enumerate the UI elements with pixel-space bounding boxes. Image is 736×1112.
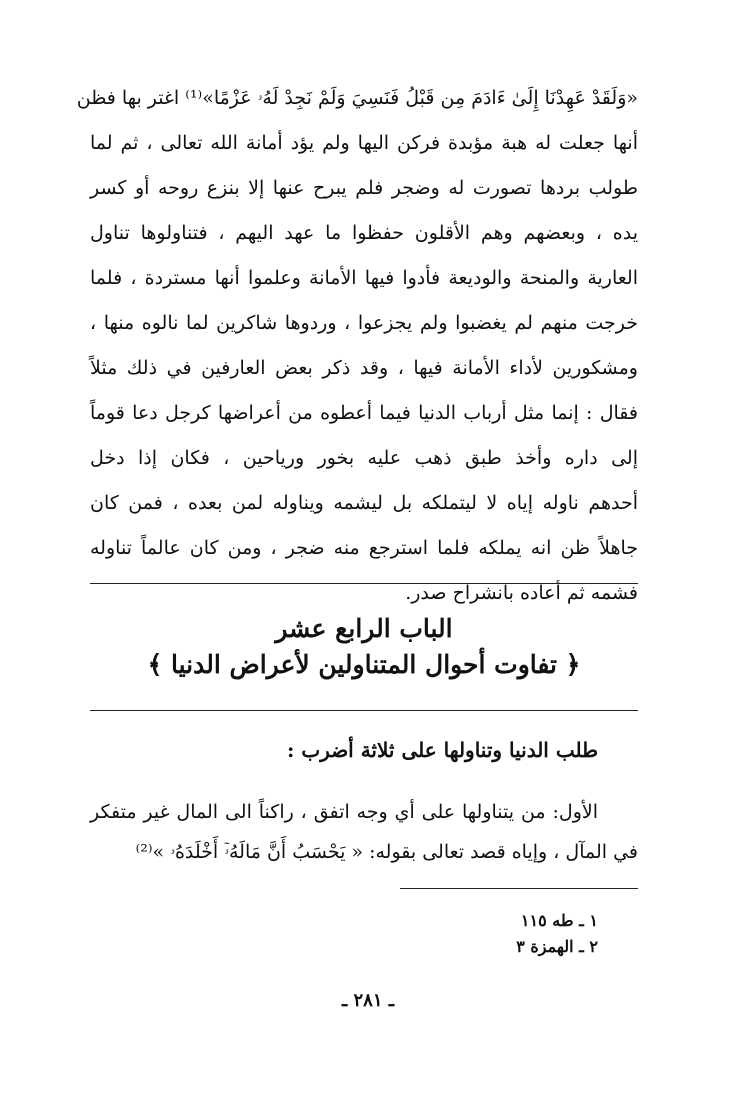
footnotes (516, 908, 598, 960)
body-paragraph (90, 792, 638, 872)
text-line: فشمه ثم أعاده بانشراح صدر. (405, 582, 638, 604)
chapter-title: ﴿ تفاوت أحوال المتناولين لأعراض الدنيا ﴾ (147, 650, 581, 679)
text-line: جاهلاً ظن انه يملكه فلما استرجع منه ضجر ، ومن كان عالماً تناوله (90, 537, 638, 559)
text-line: خرجت منهم لم يغضبوا ولم يجزعوا ، وردوها شاكرين لما نالوه منها ، (90, 312, 638, 334)
subheading: طلب الدنيا وتناولها على ثلاثة أضرب : (286, 738, 598, 762)
text-line: فقال : إنما مثل أرباب الدنيا فيما أعطوه من أعراضها كرجل دعا قوماً (90, 402, 638, 424)
footnote: ٢ ـ الهمزة ٣ (516, 937, 598, 956)
footnote: ١ ـ طه ١١٥ (520, 911, 598, 930)
main-paragraph (76, 76, 638, 616)
text-line: يده ، وبعضهم وهم الأقلون حفظوا ما عهد اليهم ، فتناولوها تناول (90, 222, 638, 244)
chapter-number: الباب الرابع عشر (275, 614, 453, 643)
text-line: ومشكورين لأداء الأمانة فيها ، وقد ذكر بعض العارفين في ذلك مثلاً (90, 357, 638, 379)
page-number: ـ ٢٨١ ـ (341, 990, 395, 1011)
section-divider-top (90, 583, 638, 584)
text-line: طولب بردها تصورت له وضجر فلم يبرح عنها إلا بنزع روحه أو كسر (90, 177, 638, 199)
text-line: إلى داره وأخذ طبق ذهب عليه بخور ورياحين ، فكان إذا دخل (90, 447, 638, 469)
text-line: الأول: من يتناولها على أي وجه اتفق ، راكناً الى المال غير متفكر (90, 801, 598, 823)
text-line: أحدهم ناوله إياه لا ليتملكه بل ليشمه ويناوله لمن بعده ، فمن كان (90, 492, 638, 514)
text-line: في المآل ، وإياه قصد تعالى بقوله: « يَحْسَبُ أَنَّ مَالَهُۥٓ أَخْلَدَهُۥ »⁽²⁾ (135, 841, 638, 863)
footnote-divider (400, 888, 638, 889)
section-divider-bottom (90, 710, 638, 711)
text-line: العارية والمنحة والوديعة فأدوا فيها الأمانة وعلموا أنها مستردة ، فلما (90, 267, 638, 289)
text-line: «وَلَقَدْ عَهِدْنَا إِلَىٰ ءَادَمَ مِن قَبْلُ فَنَسِيَ وَلَمْ نَجِدْ لَهُۥ عَزْمًا»⁽¹⁾ اغتر بها فظن (76, 87, 638, 109)
text-line: أنها جعلت له هبة مؤبدة فركن اليها ولم يؤد أمانة الله تعالى ، ثم لما (90, 132, 638, 154)
